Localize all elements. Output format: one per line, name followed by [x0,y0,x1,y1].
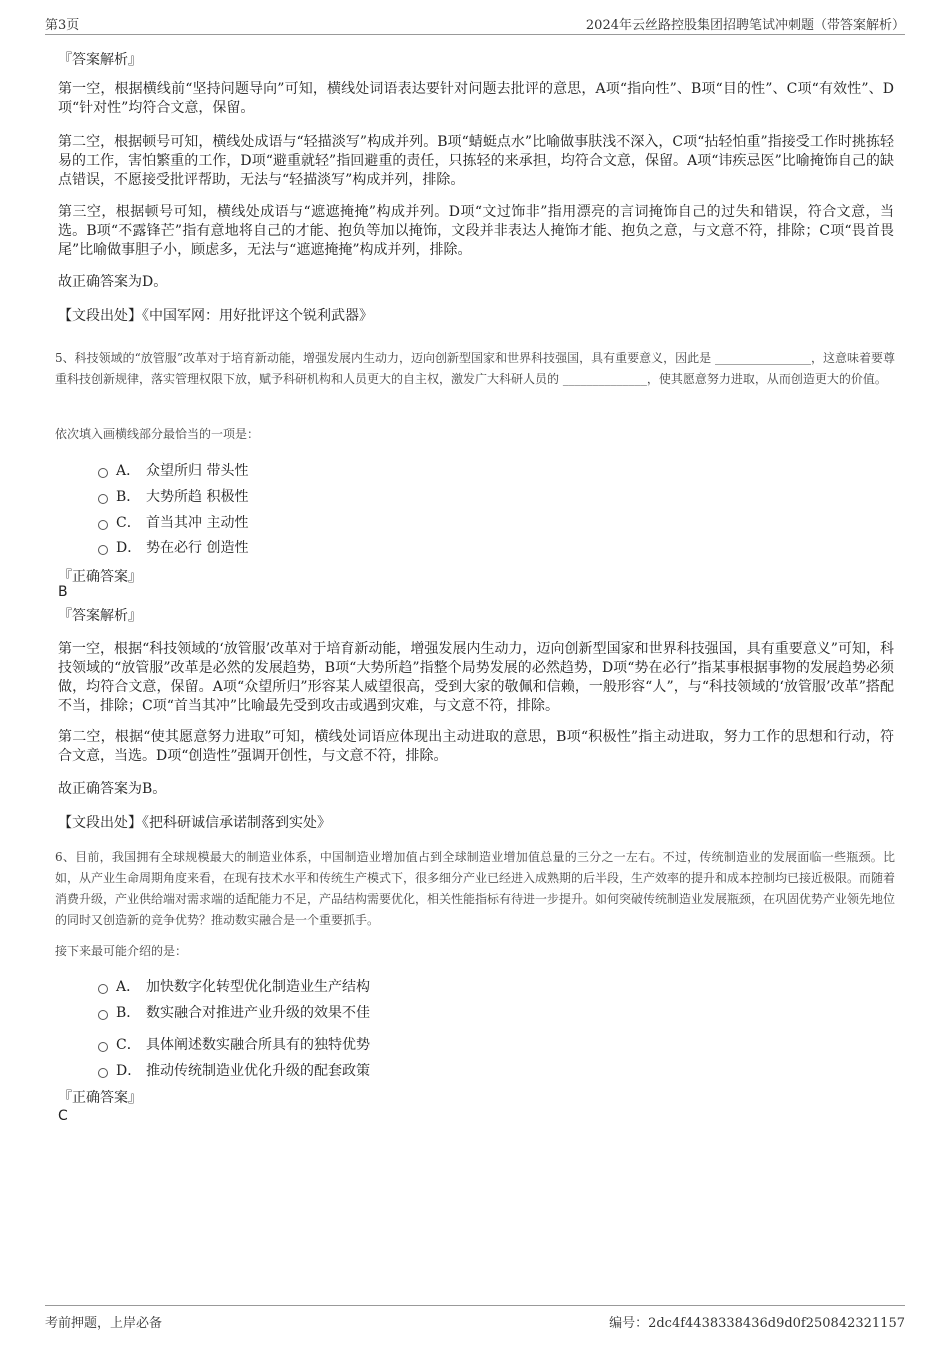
page-footer [45,1305,905,1338]
q5-analysis-p1: 第一空，根据“科技领域的‘放管服’改革对于培育新动能，增强发展内生动力，迈向创新型国家和世界科技强国，具有重要意义”可知，科技领域的“放管服”改革是必然的发展趋势，B项“大势所趋”指整个局势发展的必然趋势，D项“势在必行”指某事根据事物的发展趋势必须做，均符合文意，保留。A项“众望所归”形容某人威望很高，受到大家的敬佩和信赖，一般形容“人”，与“科技领域的‘放管服’改革”搭配不当，排除；C项“首当其冲”比喻最先受到攻击或遇到灾难，与文意不符，排除。 [58,641,894,714]
radio-icon[interactable] [98,494,108,504]
radio-icon[interactable] [98,520,108,530]
q5-answer: B [58,584,68,600]
q6-answer-label: 『正确答案』 [58,1090,142,1106]
q6-prompt: 接下来最可能介绍的是： [55,944,188,958]
q6-option-c[interactable]: C． 具体阐述数实融合所具有的独特优势 [98,1034,370,1054]
q4-analysis-label: 『答案解析』 [58,52,142,68]
q5-answer-label: 『正确答案』 [58,569,142,585]
q4-source: 【文段出处】《中国军网：用好批评这个锐利武器》 [58,308,373,324]
footer-serial: 编号：2dc4f4438338436d9d0f250842321157 [609,1316,905,1331]
q5-source: 【文段出处】《把科研诚信承诺制落到实处》 [58,815,331,831]
footer-slogan: 考前押题，上岸必备 [45,1316,163,1331]
page-number: 第3页 [45,18,80,33]
q6-option-b[interactable]: B． 数实融合对推进产业升级的效果不佳 [98,1002,370,1022]
q4-conclusion: 故正确答案为D。 [58,274,168,290]
q6-option-a[interactable]: A． 加快数字化转型优化制造业生产结构 [98,976,370,996]
q5-analysis-p2: 第二空，根据“使其愿意努力进取”可知，横线处词语应体现出主动进取的意思，B项“积极性”指主动进取，努力工作的思想和行动，符合文意，当选。D项“创造性”强调开创性，与文意不符，排除。 [58,729,894,764]
q4-analysis-p2: 第二空，根据顿号可知，横线处成语与“轻描淡写”构成并列。B项“蜻蜓点水”比喻做事肤浅不深入，C项“拈轻怕重”指接受工作时挑拣轻易的工作，害怕繁重的工作，D项“避重就轻”指回避重的责任，只拣轻的来承担，均符合文意，保留。A项“讳疾忌医”比喻掩饰自己的缺点错误，不愿接受批评帮助，无法与“轻描淡写”构成并列，排除。 [58,134,894,188]
radio-icon[interactable] [98,984,108,994]
radio-icon[interactable] [98,1068,108,1078]
q6-option-d[interactable]: D． 推动传统制造业优化升级的配套政策 [98,1060,370,1080]
q6-stem: 6、目前，我国拥有全球规模最大的制造业体系，中国制造业增加值占到全球制造业增加值总量的三分之一左右。不过，传统制造业的发展面临一些瓶颈。比如，从产业生命周期角度来看，在现有技术水平和传统生产模式下，很多细分产业已经进入成熟期的后半段，生产效率的提升和成本控制均已接近极限。而随着消费升级，产业供给端对需求端的适配能力不足，产品结构需要优化，相关性能指标有待进一步提升。如何突破传统制造业发展瓶颈，在巩固优势产业领先地位的同时又创造新的竞争优势？推动数实融合是一个重要抓手。 [55,850,896,927]
q5-option-b[interactable]: B． 大势所趋 积极性 [98,486,248,506]
q5-stem: 5、科技领域的“放管服”改革对于培育新动能，增强发展内生动力，迈向创新型国家和世界科技强国，具有重要意义，因此是 ________________，这意味着要尊重科技创新规律，落实管理权限下放，赋予科研机构和人员更大的自主权，激发广大科研人员的 ______________，使其愿意努力进取，从而创造更大的价值。 [55,351,895,386]
radio-icon[interactable] [98,468,108,478]
radio-icon[interactable] [98,545,108,555]
page-header [45,14,905,35]
q4-analysis-p3: 第三空，根据顿号可知，横线处成语与“遮遮掩掩”构成并列。D项“文过饰非”指用漂亮的言词掩饰自己的过失和错误，符合文意，当选。B项“不露锋芒”指有意地将自己的才能、抱负等加以掩饰，文段并非表达人掩饰才能、抱负之意，与文意不符，排除；C项“畏首畏尾”比喻做事胆子小，顾虑多，无法与“遮遮掩掩”构成并列，排除。 [58,204,894,258]
q5-option-c[interactable]: C． 首当其冲 主动性 [98,512,248,532]
q5-option-d[interactable]: D． 势在必行 创造性 [98,537,248,557]
q5-analysis-label: 『答案解析』 [58,608,142,624]
document-title: 2024年云丝路控股集团招聘笔试冲刺题（带答案解析） [585,18,905,33]
q5-prompt: 依次填入画横线部分最恰当的一项是： [55,427,260,441]
q5-option-a[interactable]: A． 众望所归 带头性 [98,460,248,480]
q6-answer: C [58,1108,68,1124]
radio-icon[interactable] [98,1010,108,1020]
q4-analysis-p1: 第一空，根据横线前“坚持问题导向”可知，横线处词语表达要针对问题去批评的意思，A项“指向性”、B项“目的性”、C项“有效性”、D项“针对性”均符合文意，保留。 [58,81,894,116]
q5-conclusion: 故正确答案为B。 [58,781,167,797]
radio-icon[interactable] [98,1042,108,1052]
